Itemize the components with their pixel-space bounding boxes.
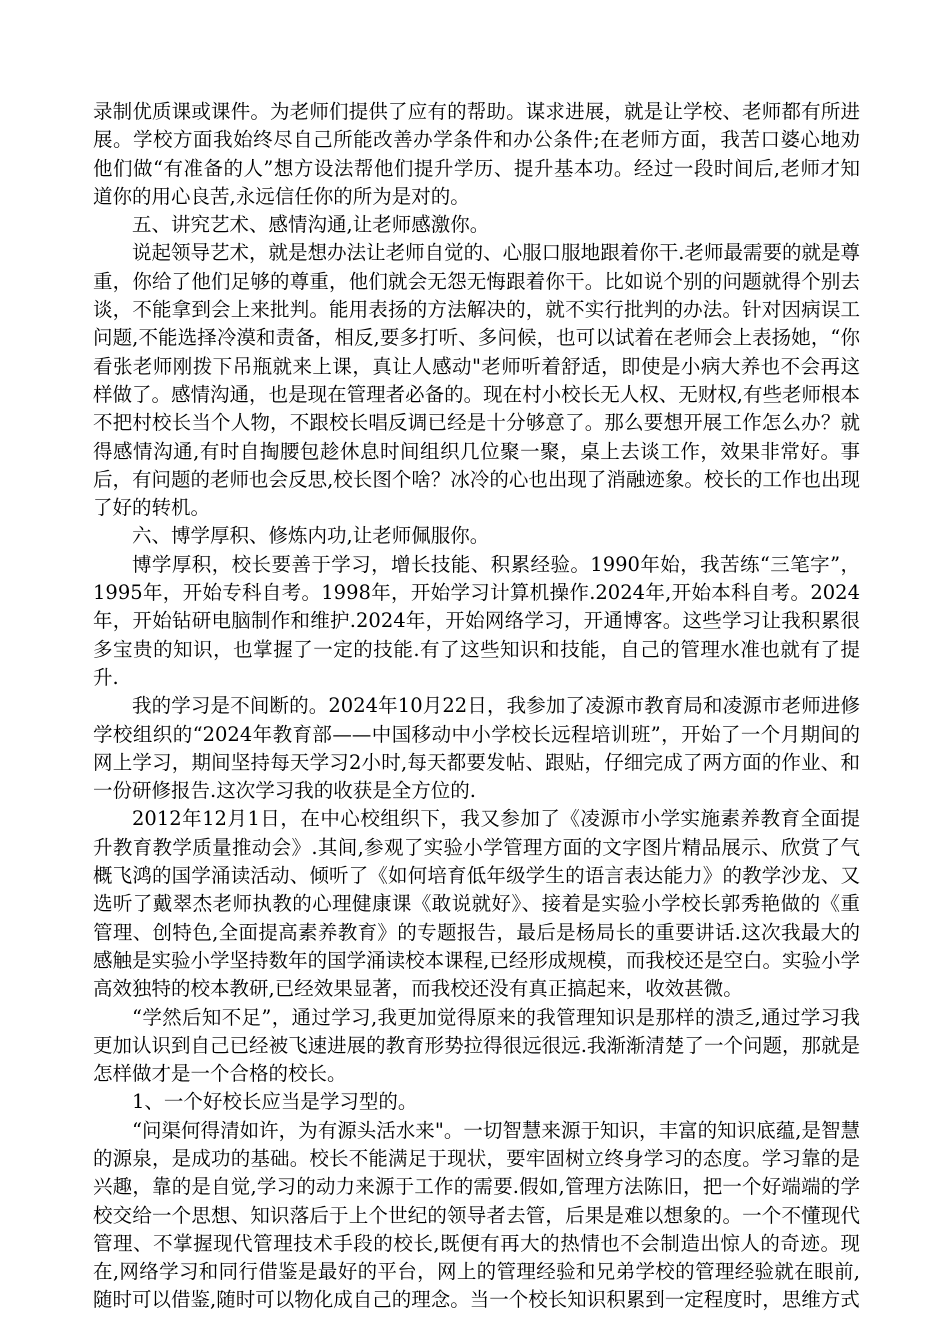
- paragraph: 2012年12月1日，在中心校组织下，我又参加了《凌源市小学实施素养教育全面提升教育教学质量推动会》.其间,参观了实验小学管理方面的文字图片精品展示、欣赏了气概飞鸿的国学涌读活动、倾听了《如何培育低年级学生的语言表达能力》的教学沙龙、又选听了戴翠杰老师执教的心理健康课《敢说就好》、接着是实验小学校长郭秀艳做的《重管理、创特色,全面提高素养教育》的专题报告，最后是杨局长的重要讲话.这次我最大的感触是实验小学坚持数年的国学涌读校本课程,已经形成规模，而我校还是空白。实验小学高效独特的校本教研,已经效果显著，而我校还没有真正搞起来，收效甚微。: [93, 807, 860, 1001]
- section-heading-6: 六、博学厚积、修炼内功,让老师佩服你。: [132, 524, 490, 548]
- document-page: [93, 98, 860, 1315]
- section-heading-5: 五、讲究艺术、感情沟通,让老师感激你。: [132, 213, 490, 237]
- paragraph: 说起领导艺术，就是想办法让老师自觉的、心服口服地跟着你干.老师最需要的就是尊重，你给了他们足够的尊重，他们就会无怨无悔跟着你干。比如说个别的问题就得个别去谈，不能拿到会上来批判。能用表扬的方法解决的，就不实行批判的办法。针对因病误工问题,不能选择冷漠和责备，相反,要多打听、多问候，也可以试着在老师会上表扬她，“你看张老师刚拨下吊瓶就来上课，真让人感动"老师听着舒适，即使是小病大养也不会再这样做了。感情沟通，也是现在管理者必备的。现在村小校长无人权、无财权,有些老师根本不把村校长当个人物，不跟校长唱反调已经是十分够意了。那么要想开展工作怎么办？就得感情沟通,有时自掏腰包趁休息时间组织几位聚一聚，桌上去谈工作，效果非常好。事后，有问题的老师也会反思,校长图个啥？冰冷的心也出现了消融迹象。校长的工作也出现了好的转机。: [93, 241, 860, 520]
- paragraph: 博学厚积，校长要善于学习，增长技能、积累经验。1990年始，我苦练“三笔字”，1995年，开始专科自考。1998年，开始学习计算机操作.2024年,开始本科自考。2024年，开始钻研电脑制作和维护.2024年，开始网络学习，开通博客。这些学习让我积累很多宝贵的知识，也掌握了一定的技能.有了这些知识和技能，自己的管理水准也就有了提升.: [93, 552, 860, 689]
- paragraph: “学然后知不足”，通过学习,我更加觉得原来的我管理知识是那样的溃乏,通过学习我更加认识到自己已经被飞速进展的教育形势拉得很远很远.我渐渐清楚了一个问题，那就是怎样做才是一个合格的校长。: [93, 1005, 860, 1086]
- paragraph: 我的学习是不间断的。2024年10月22日，我参加了凌源市教育局和凌源市老师进修学校组织的“2024年教育部——中国移动中小学校长远程培训班”，开始了一个月期间的网上学习，期间坚持每天学习2小时,每天都要发帖、跟贴，仔细完成了两方面的作业、和一份研修报告.这次学习我的收获是全方位的.: [93, 694, 860, 803]
- paragraph: 录制优质课或课件。为老师们提供了应有的帮助。谋求进展，就是让学校、老师都有所进展。学校方面我始终尽自己所能改善办学条件和办公条件;在老师方面，我苦口婆心地劝他们做“有准备的人”想方设法帮他们提升学历、提升基本功。经过一段时间后,老师才知道你的用心良苦,永远信任你的所为是对的。: [93, 100, 860, 208]
- paragraph: “问渠何得清如许，为有源头活水来"。一切智慧来源于知识，丰富的知识底蕴,是智慧的源泉，是成功的基础。校长不能满足于现状，要牢固树立终身学习的态度。学习靠的是兴趣，靠的是自觉,学习的动力来源于工作的需要.假如,管理方法陈旧，把一个好端端的学校交给一个思想、知识落后于上个世纪的领导者去管，后果是难以想象的。一个不懂现代管理、不掌握现代管理技术手段的校长,既便有再大的热情也不会制造出惊人的奇迹。现在,网络学习和同行借鉴是最好的平台，网上的管理经验和兄弟学校的管理经验就在眼前,随时可以借鉴,随时可以物化成自己的理念。当一个校长知识积累到一定程度时，思维方式: [93, 1118, 860, 1312]
- subsection-heading-1: 1、一个好校长应当是学习型的。: [132, 1090, 418, 1114]
